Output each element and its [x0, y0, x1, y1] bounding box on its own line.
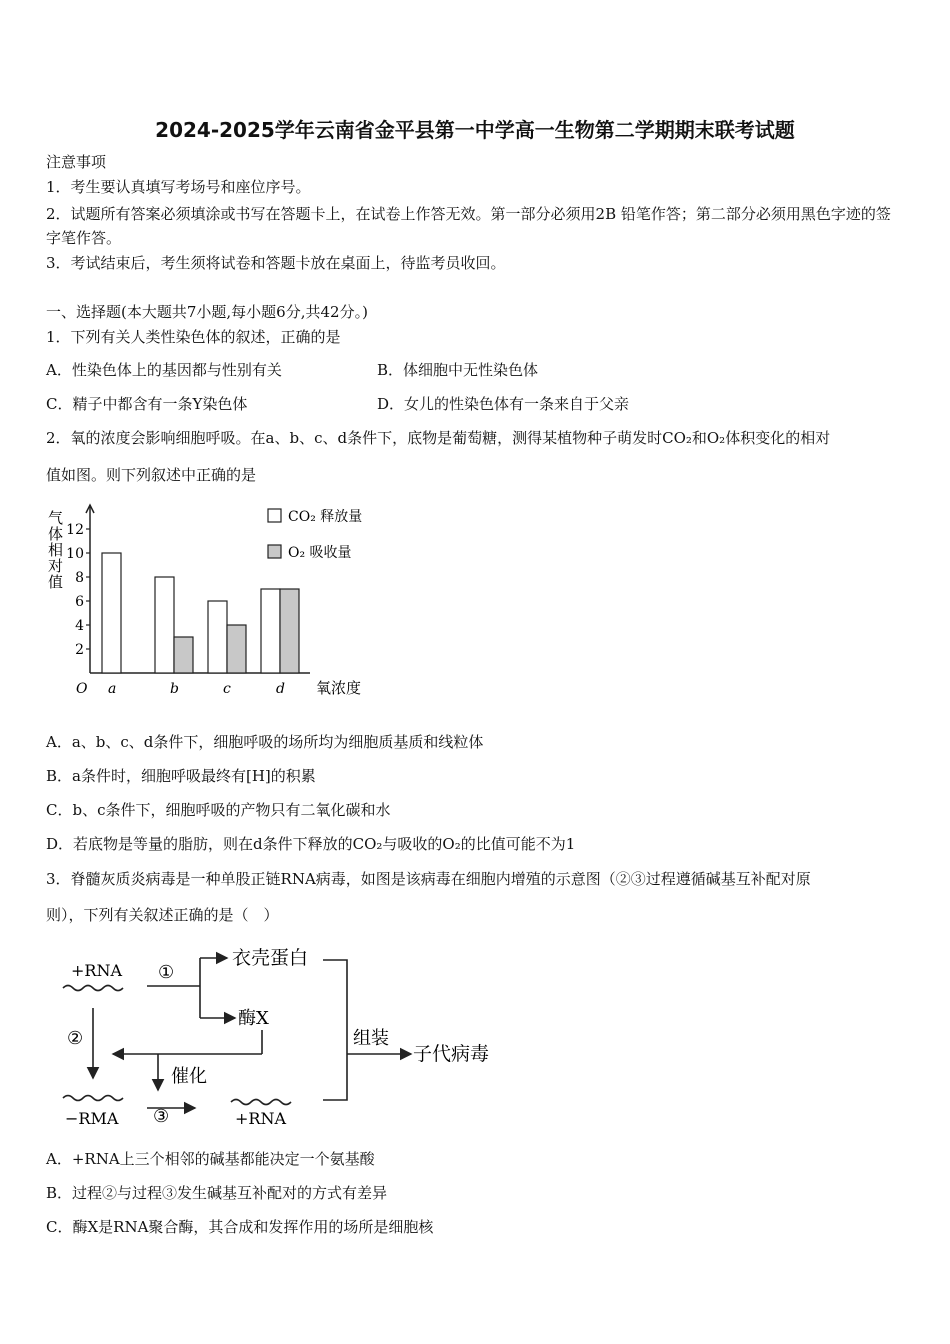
notice-item-3: 3．考试结束后，考生须将试卷和答题卡放在桌面上，待监考员收回。	[46, 254, 506, 272]
catalyze-label: 催化	[171, 1066, 207, 1087]
plus-rna-top-label: +RNA	[71, 961, 123, 980]
legend-swatch	[268, 509, 281, 522]
legend-label: O₂ 吸收量	[288, 545, 352, 561]
q3-stem-line2: 则），下列有关叙述正确的是（ ）	[46, 906, 279, 924]
x-tick-label: d	[276, 681, 285, 697]
bar-b-o2	[174, 637, 193, 673]
y-tick-label: 12	[66, 522, 84, 538]
bar-d-o2	[280, 589, 299, 673]
y-tick-label: 10	[66, 546, 84, 562]
y-axis-label-char: 体	[48, 525, 64, 543]
notice-item-2: 2．试题所有答案必须填涂或书写在答题卡上，在试卷上作答无效。第一部分必须用2B 铅笔作答；第二部分必须用黑色字迹的签字笔作答。	[46, 205, 891, 247]
q2-option-b: B．a条件时，细胞呼吸最终有[H]的积累	[46, 767, 316, 785]
y-axis-label-char: 气	[48, 509, 64, 527]
coat-protein-label: 衣壳蛋白	[232, 947, 309, 969]
y-tick-label: 8	[75, 570, 84, 586]
q1-option-c: C．精子中都含有一条Y染色体	[46, 395, 248, 413]
enzyme-x-label: 酶X	[238, 1008, 269, 1029]
q2-option-c: C．b、c条件下，细胞呼吸的产物只有二氧化碳和水	[46, 801, 391, 819]
q2-option-a: A．a、b、c、d条件下，细胞呼吸的场所均为细胞质基质和线粒体	[46, 733, 484, 751]
legend-swatch	[268, 545, 281, 558]
q1-option-a: A．性染色体上的基因都与性别有关	[46, 361, 282, 379]
progeny-virus-label: 子代病毒	[413, 1043, 490, 1065]
bar-b-co2	[155, 577, 174, 673]
notice-item-1: 1．考生要认真填写考场号和座位序号。	[46, 178, 311, 196]
y-tick-label: 2	[75, 642, 84, 658]
bar-c-co2	[208, 601, 227, 673]
bar-c-o2	[227, 625, 246, 673]
q1-option-b: B．体细胞中无性染色体	[377, 361, 539, 379]
x-axis-label: 氧浓度	[316, 679, 362, 697]
q2-option-d: D．若底物是等量的脂肪，则在d条件下释放的CO₂与吸收的O₂的比值可能不为1	[46, 835, 576, 853]
x-tick-label: c	[223, 681, 231, 697]
step-3-label: ③	[153, 1106, 170, 1127]
y-axis-label-char: 对	[48, 557, 64, 575]
bar-d-co2	[261, 589, 280, 673]
bar-a-co2	[102, 553, 121, 673]
q2-stem-line1: 2．氧的浓度会影响细胞呼吸。在a、b、c、d条件下，底物是葡萄糖，测得某植物种子萌发时CO₂和O₂体积变化的相对	[46, 429, 831, 447]
x-tick-label: b	[170, 681, 179, 697]
q3-option-b: B．过程②与过程③发生碱基互补配对的方式有差异	[46, 1184, 388, 1202]
minus-rna-wave	[63, 1096, 123, 1101]
y-axis-label-char: 值	[48, 573, 64, 591]
q2-stem-line2: 值如图。则下列叙述中正确的是	[46, 466, 257, 484]
step-1-label: ①	[158, 962, 175, 983]
y-tick-label: 6	[75, 594, 84, 610]
section-heading: 一、选择题(本大题共7小题,每小题6分,共42分。)	[46, 303, 368, 321]
plus-rna-top-wave	[63, 986, 123, 991]
notice-heading: 注意事项	[46, 153, 107, 171]
virus-diagram	[55, 938, 515, 1138]
page-title: 2024-2025学年云南省金平县第一中学高一生物第二学期期末联考试题	[155, 118, 795, 142]
y-tick-label: 4	[75, 618, 84, 634]
q3-stem-line1: 3．脊髓灰质炎病毒是一种单股正链RNA病毒，如图是该病毒在细胞内增殖的示意图（②③过程遵循碱基互补配对原	[46, 870, 811, 888]
legend-label: CO₂ 释放量	[288, 509, 363, 525]
q3-option-c: C．酶X是RNA聚合酶，其合成和发挥作用的场所是细胞核	[46, 1218, 434, 1236]
q3-option-a: A．+RNA上三个相邻的碱基都能决定一个氨基酸	[46, 1150, 375, 1168]
y-axis-label-char: 相	[48, 541, 64, 559]
plus-rna-bottom-wave	[231, 1100, 291, 1105]
oxygen-chart	[40, 495, 390, 700]
x-tick-label: a	[108, 681, 117, 697]
step-2-label: ②	[67, 1028, 84, 1049]
plus-rna-bottom-label: +RNA	[235, 1109, 287, 1128]
q1-stem: 1．下列有关人类性染色体的叙述，正确的是	[46, 328, 341, 346]
q1-option-d: D．女儿的性染色体有一条来自于父亲	[377, 395, 630, 413]
origin-label: O	[76, 681, 88, 697]
assemble-label: 组装	[353, 1028, 389, 1049]
minus-rna-label: −RMA	[65, 1109, 119, 1128]
